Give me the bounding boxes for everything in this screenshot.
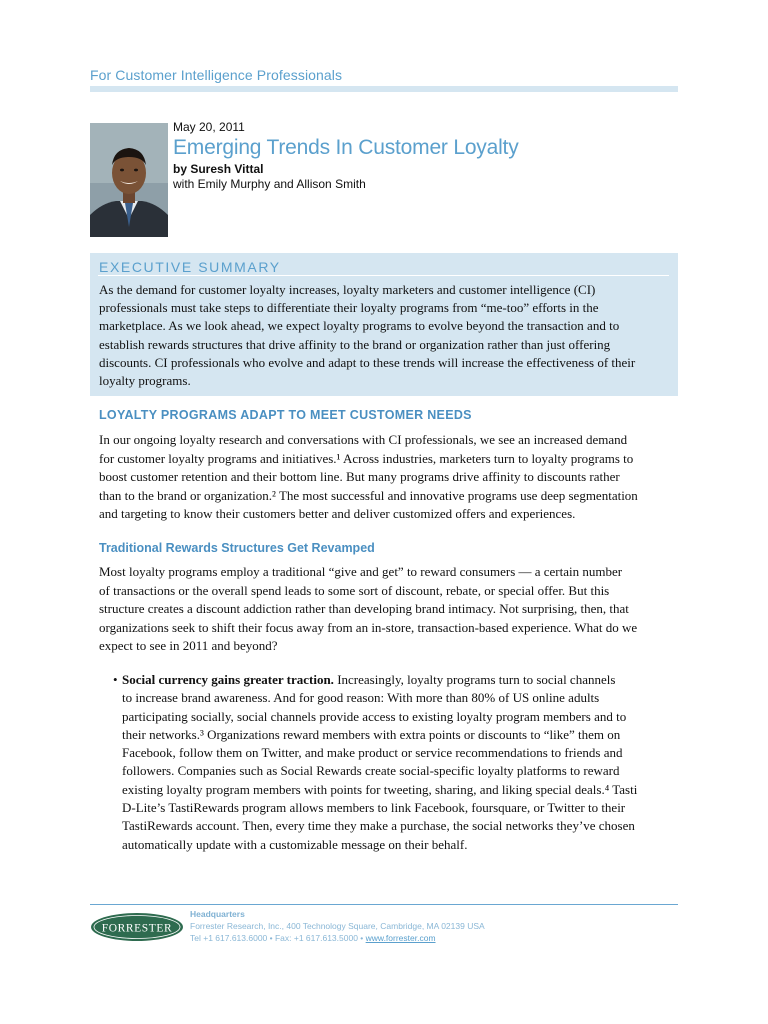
- executive-summary-line: establish rewards structures that drive affinity to the brand or organization rather than just offering: [99, 336, 611, 352]
- footer-website-link[interactable]: www.forrester.com: [365, 933, 436, 943]
- bullet-first-line: [122, 671, 679, 689]
- executive-summary-line: discounts. CI professionals who evolve and adapt to these trends will increase the effectiveness of their: [99, 354, 636, 370]
- footer-info: [190, 908, 485, 944]
- paragraph-line: boost customer retention and their bottom line. But many programs drive affinity to discounts rather: [99, 469, 620, 484]
- paragraph-line: expect to see in 2011 and beyond?: [99, 638, 278, 653]
- report-title: Emerging Trends In Customer Loyalty: [173, 136, 519, 159]
- report-coauthors: with Emily Murphy and Allison Smith: [173, 177, 366, 191]
- footer-hq-label: Headquarters: [190, 909, 245, 919]
- author-portrait-icon: [90, 123, 168, 237]
- bullet-marker: •: [113, 672, 118, 687]
- forrester-logo: [90, 912, 184, 942]
- paragraph-line: and targeting to know their customers better and deliver customized offers and experiences.: [99, 506, 576, 521]
- tagline: For Customer Intelligence Professionals: [90, 67, 343, 83]
- section-heading: LOYALTY PROGRAMS ADAPT TO MEET CUSTOMER NEEDS: [99, 408, 472, 422]
- paragraph-line: than to the brand or organization.² The most successful and innovative programs use deep segmentation: [99, 487, 638, 503]
- executive-summary-panel: [90, 253, 678, 396]
- subsection-heading: Traditional Rewards Structures Get Revamped: [99, 541, 375, 555]
- paragraph-line: structure creates a discount addiction rather than developing brand intimacy. Not surprising, then, that: [99, 601, 629, 616]
- footer-phone-fax: Tel +1 617.613.6000 • Fax: +1 617.613.5000 •: [190, 933, 366, 943]
- paragraph-line: Most loyalty programs employ a traditional “give and get” to reward consumers — a certain number: [99, 564, 623, 579]
- section-paragraph: [99, 431, 677, 524]
- paragraph-line: for customer loyalty programs and initiatives.¹ Across industries, marketers turn to loyalty programs to: [99, 450, 634, 466]
- bullet-line: D-Lite’s TastiRewards program allows members to link Facebook, foursquare, or Twitter to their: [122, 800, 626, 816]
- executive-summary-heading: EXECUTIVE SUMMARY: [99, 259, 281, 275]
- executive-summary-line: professionals must take steps to differentiate their loyalty programs from “me-too” efforts in the: [99, 300, 599, 316]
- footer-rule: [90, 904, 678, 905]
- tagline-header: [90, 67, 678, 92]
- paragraph-line: of transactions or the overall spend leads to some sort of discount, rebate, or special offer. But this: [99, 582, 610, 598]
- executive-summary-line: marketplace. As we look ahead, we expect loyalty programs to evolve beyond the transaction and to: [99, 318, 620, 334]
- executive-summary-line: As the demand for customer loyalty increases, loyalty marketers and customer intelligence (CI): [99, 282, 596, 297]
- report-header: [173, 120, 673, 191]
- footer-contact-line: [190, 932, 485, 944]
- bullet-line: automatically update with a customizable message on their behalf.: [122, 836, 468, 852]
- bullet-line: followers. Companies such as Social Rewards create social-specific loyalty platforms to reward: [122, 763, 620, 779]
- bullet-lead-rest: Increasingly, loyalty programs turn to social channels: [333, 672, 616, 687]
- forrester-logo-icon: [90, 912, 184, 942]
- bullet-line: existing loyalty program members with points for tweeting, sharing, and liking special deals.⁴ Tasti: [122, 781, 638, 797]
- subsection-paragraph: [99, 563, 677, 656]
- bullet-line: their networks.³ Organizations reward members with extra points or discounts to “like” them on: [122, 726, 621, 742]
- bullet-line: to increase brand awareness. And for good reason: With more than 80% of US online adults: [122, 690, 600, 706]
- bullet-line: Facebook, follow them on Twitter, and make product or service recommendations to friends and: [122, 745, 623, 761]
- footer-address: Forrester Research, Inc., 400 Technology Square, Cambridge, MA 02139 USA: [190, 921, 485, 931]
- bullet-item: [113, 671, 679, 854]
- paragraph-line: In our ongoing loyalty research and conversations with CI professionals, we see an increased demand: [99, 432, 628, 447]
- author-photo: [90, 123, 168, 237]
- executive-summary-body: [99, 281, 667, 390]
- logo-text: FORRESTER: [101, 922, 173, 935]
- bullet-text: [122, 671, 679, 854]
- bullet-line: participating socially, social channels provide access to existing loyalty program members and to: [122, 708, 627, 724]
- bullet-line: TastiRewards account. Then, every time they make a purchase, the social networks they’ve chosen: [122, 818, 635, 834]
- bullet-lead: Social currency gains greater traction.: [122, 672, 334, 687]
- executive-summary-line: loyalty programs.: [99, 373, 191, 389]
- paragraph-line: organizations seek to shift their focus away from an in-store, transaction-based experience. What do we: [99, 619, 638, 635]
- report-author: by Suresh Vittal: [173, 162, 264, 176]
- report-date: May 20, 2011: [173, 120, 245, 134]
- tagline-rule: [90, 86, 678, 92]
- executive-summary-rule: [98, 275, 669, 276]
